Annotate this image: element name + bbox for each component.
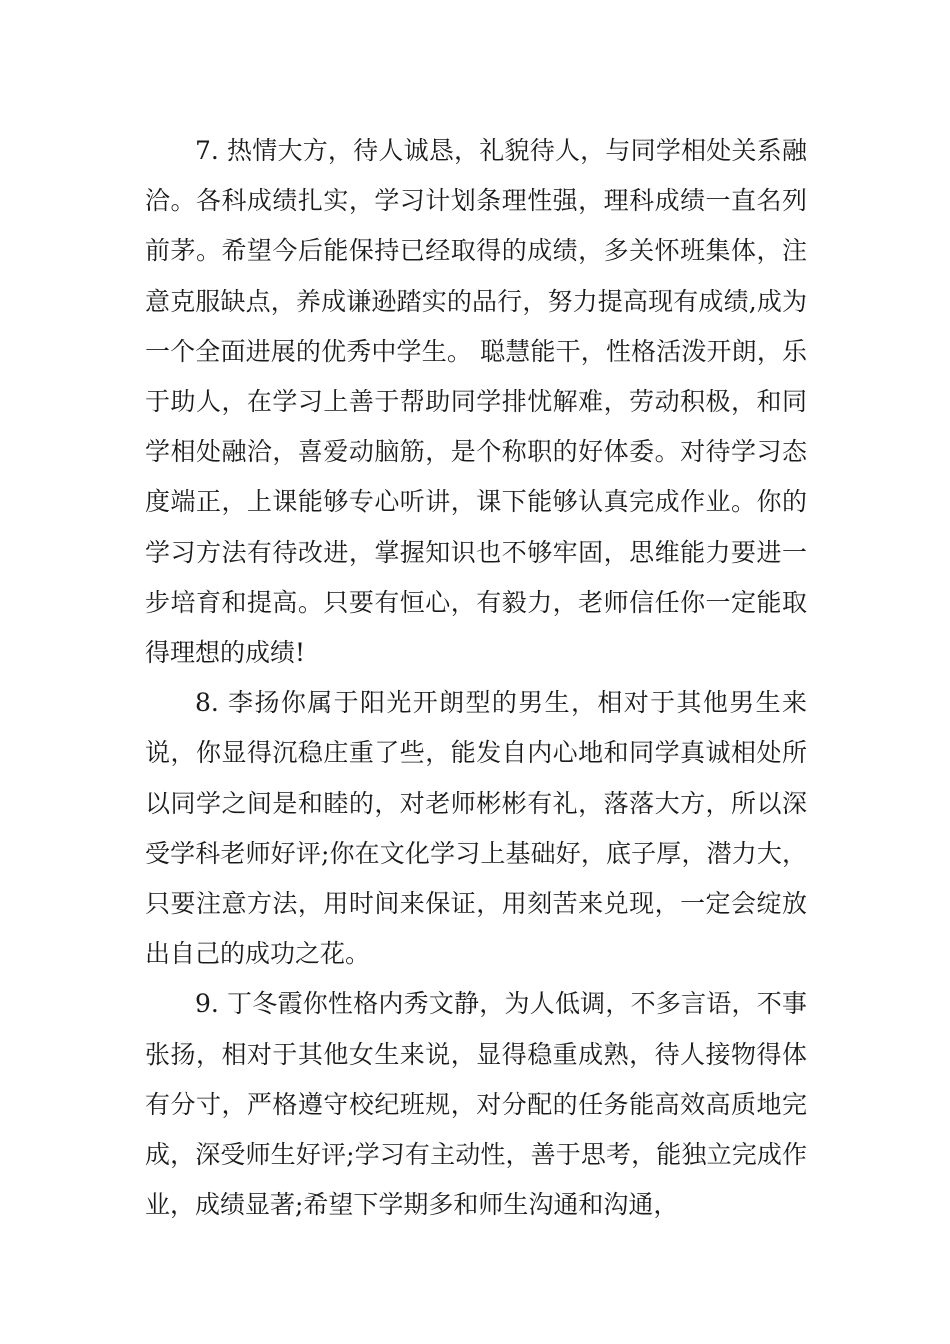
paragraph-7: 7. 热情大方，待人诚恳，礼貌待人，与同学相处关系融洽。各科成绩扎实，学习计划条理性强，理科成绩一直名列前茅。希望今后能保持已经取得的成绩，多关怀班集体，注意克服缺点，养成谦逊踏实的品行，努力提高现有成绩,成为一个全面进展的优秀中学生。 聪慧能干，性格活泼开朗，乐于助人，在学习上善于帮助同学排忧解难，劳动积极，和同学相处融洽，喜爱动脑筋，是个称职的好体委。对待学习态度端正，上课能够专心听讲，课下能够认真完成作业。你的学习方法有待改进，掌握知识也不够牢固，思维能力要进一步培育和提高。只要有恒心，有毅力，老师信任你一定能取得理想的成绩!: [145, 136, 807, 668]
paragraph-8: 8. 李扬你属于阳光开朗型的男生，相对于其他男生来说，你显得沉稳庄重了些，能发自内心地和同学真诚相处所以同学之间是和睦的，对老师彬彬有礼，落落大方，所以深受学科老师好评;你在文化学习上基础好，底子厚，潜力大，只要注意方法，用时间来保证，用刻苦来兑现，一定会绽放出自己的成功之花。: [145, 688, 807, 969]
paragraph-9: 9. 丁冬霞你性格内秀文静，为人低调，不多言语，不事张扬，相对于其他女生来说，显得稳重成熟，待人接物得体有分寸，严格遵守校纪班规，对分配的任务能高效高质地完成，深受师生好评;学习有主动性，善于思考，能独立完成作业，成绩显著;希望下学期多和师生沟通和沟通，: [145, 989, 807, 1220]
document-body: [145, 126, 807, 1230]
